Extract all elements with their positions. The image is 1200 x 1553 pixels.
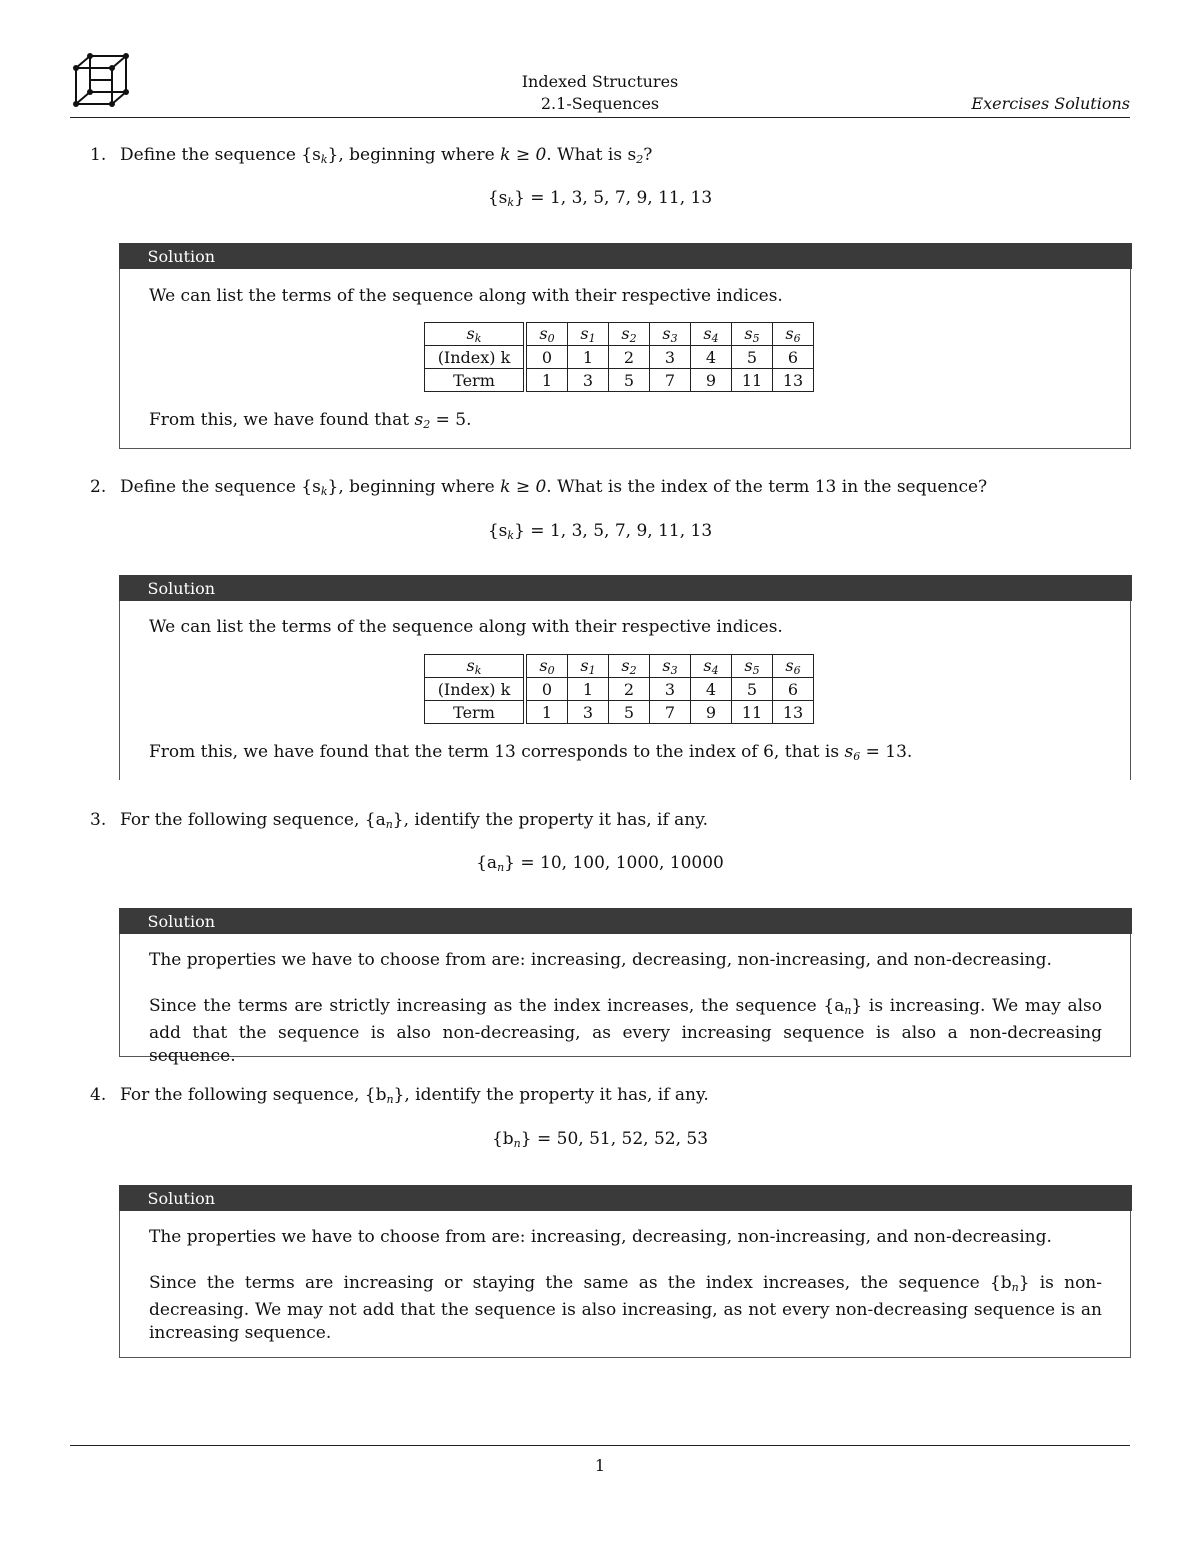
table-cell: 9 [691,369,732,392]
solution-heading: Solution [119,575,1132,601]
table-cell: 7 [650,701,691,724]
solution-heading: Solution [119,1185,1132,1211]
table-cell: (Index) k [425,346,526,369]
table-cell: $s_3$ [650,655,691,678]
table-cell: 0 [525,678,568,701]
sequence-table [424,654,814,724]
table-row-index [425,346,814,369]
solution-properties: The properties we have to choose from are: increasing, decreasing, non-increasing, and non-decreasing. [149,950,1052,970]
table-cell: 5 [609,369,650,392]
table-cell: $s_5$ [732,323,773,346]
table-row-term [425,369,814,392]
table-cell: 11 [732,369,773,392]
header-right-label: Exercises Solutions [971,94,1130,113]
solution-heading: Solution [119,908,1132,934]
table-cell: $s_5$ [732,655,773,678]
table-cell: 11 [732,701,773,724]
table-header-row [425,655,814,678]
table-cell: 2 [609,678,650,701]
table-cell: $s_6$ [773,323,814,346]
header-rule [70,117,1130,118]
table-cell: 9 [691,701,732,724]
table-header-row [425,323,814,346]
table-cell: 7 [650,369,691,392]
table-cell: 5 [732,346,773,369]
table-row-index [425,678,814,701]
table-cell: 13 [773,701,814,724]
table-cell: $s_0$ [525,655,568,678]
exercise-prompt: Define the sequence $\{s_k\}$, beginning where k ≥ 0. What is $s_2$? [120,145,653,166]
table-cell: Term [425,369,526,392]
table-cell: 2 [609,346,650,369]
table-cell: 0 [525,346,568,369]
table-cell: 3 [568,701,609,724]
sequence-display: $\{b_n\} = 50$, 51, 52, 52, 53 [491,1129,709,1150]
table-cell: 5 [732,678,773,701]
table-cell: $s_6$ [773,655,814,678]
table-cell: 4 [691,346,732,369]
solution-explanation: Since the terms are strictly increasing as the index increases, the sequence $\{a_n\}$ is increasing. We may also add that the sequence is also non-decreasing, as every increasing sequence is also a non-decreasing sequence. [149,996,1102,1066]
solution-explanation: Since the terms are increasing or staying the same as the index increases, the sequence $\{b_n\}$ is non-decreasing. We may not add that the sequence is also increasing, as not every non-decreasing sequence is an increasing sequence. [149,1273,1102,1343]
solution-conclusion: From this, we have found that $s_2 = 5$. [149,410,472,431]
exercise-number: 4. [90,1085,107,1105]
table-cell: (Index) k [425,678,526,701]
table-cell: 1 [568,678,609,701]
table-cell: 1 [568,346,609,369]
header-title: Indexed Structures [521,72,679,91]
table-cell: $s_3$ [650,323,691,346]
table-cell: $s_4$ [691,323,732,346]
solution-box-4 [119,1185,1131,1358]
table-row-term [425,701,814,724]
table-cell: $s_2$ [609,655,650,678]
exercise-prompt: For the following sequence, $\{b_n\}$, identify the property it has, if any. [120,1085,709,1106]
header-section: 2.1-Sequences [540,94,660,113]
solution-intro: We can list the terms of the sequence along with their respective indices. [149,617,783,637]
table-cell: 5 [609,701,650,724]
solution-box-2 [119,575,1131,780]
cube-logo-icon [72,52,130,110]
table-cell: 3 [650,346,691,369]
table-cell: $s_k$ [425,323,526,346]
table-cell: 13 [773,369,814,392]
table-cell: $s_1$ [568,655,609,678]
solution-box-3 [119,908,1131,1066]
exercise-number: 2. [90,477,107,497]
table-cell: $s_1$ [568,323,609,346]
solution-conclusion: From this, we have found that the term 13 corresponds to the index of 6, that is $s_6 = 13$. [149,742,913,763]
footer-rule [70,1445,1130,1446]
table-cell: $s_0$ [525,323,568,346]
exercise-number: 3. [90,810,107,830]
table-cell: Term [425,701,526,724]
sequence-display: $\{s_k\} = 1$, 3, 5, 7, 9, 11, 13 [487,521,713,542]
table-cell: 3 [568,369,609,392]
table-cell: 1 [525,369,568,392]
sequence-display: $\{s_k\} = 1$, 3, 5, 7, 9, 11, 13 [487,188,713,209]
exercise-prompt: For the following sequence, $\{a_n\}$, identify the property it has, if any. [120,810,708,831]
page-number: 1 [594,1456,606,1475]
solution-intro: We can list the terms of the sequence along with their respective indices. [149,286,783,306]
table-cell: 1 [525,701,568,724]
solution-box-1 [119,243,1131,449]
exercise-number: 1. [90,145,107,165]
solution-properties: The properties we have to choose from are: increasing, decreasing, non-increasing, and non-decreasing. [149,1227,1052,1247]
table-cell: $s_2$ [609,323,650,346]
exercise-prompt: Define the sequence $\{s_k\}$, beginning where k ≥ 0. What is the index of the term 13 in the sequence? [120,477,988,498]
sequence-table [424,322,814,392]
table-cell: $s_4$ [691,655,732,678]
solution-heading: Solution [119,243,1132,269]
table-cell: 6 [773,346,814,369]
sequence-display: $\{a_n\} = 10$, 100, 1000, 10000 [476,853,724,874]
table-cell: 3 [650,678,691,701]
table-cell: $s_k$ [425,655,526,678]
table-cell: 4 [691,678,732,701]
table-cell: 6 [773,678,814,701]
